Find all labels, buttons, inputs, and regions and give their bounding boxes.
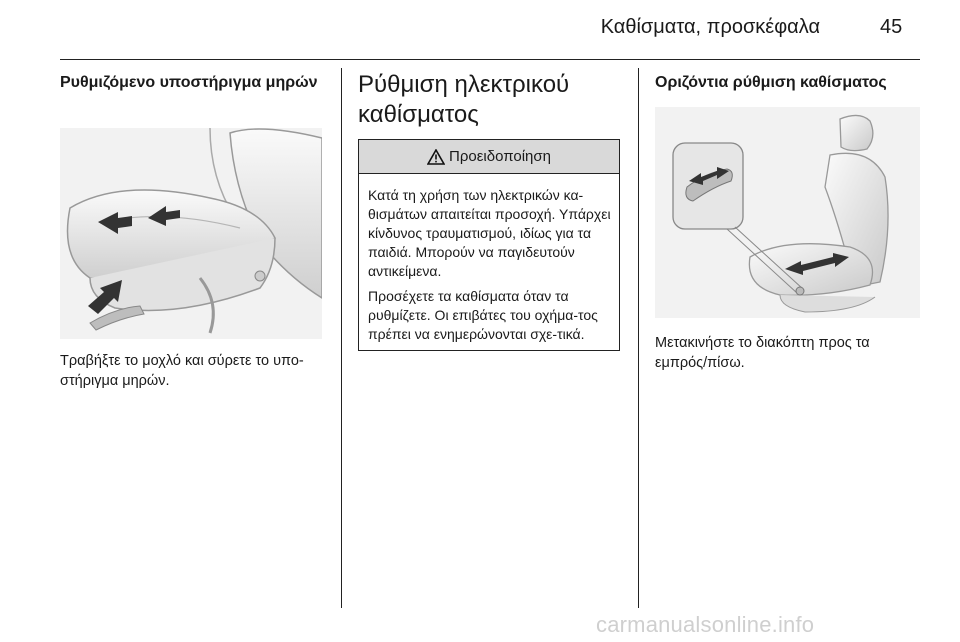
watermark-text: carmanualsonline.info xyxy=(596,612,815,637)
horizontal-adjust-caption: Μετακινήστε το διακόπτη προς τα εμπρός/πίσω. xyxy=(655,335,870,371)
header-rule xyxy=(60,59,920,60)
page-header-title: Καθίσματα, προσκέφαλα xyxy=(600,16,820,38)
warning-body xyxy=(359,174,619,344)
thigh-support-caption-block xyxy=(60,351,324,391)
column-horizontal-adjust xyxy=(655,72,920,93)
warning-paragraph-2: Προσέχετε τα καθίσματα όταν τα ρυθμίζετε. Οι επιβάτες του οχήμα-τος πρέπει να ενημερώνονται σχε-τικά. xyxy=(368,288,598,342)
column-divider-left xyxy=(341,68,342,608)
electric-seat-heading: Ρύθμιση ηλεκτρικού καθίσματος xyxy=(358,71,570,128)
thigh-support-illustration xyxy=(60,128,322,339)
warning-header xyxy=(359,140,619,174)
warning-triangle-icon xyxy=(427,149,445,165)
thigh-support-caption: Τραβήξτε το μοχλό και σύρετε το υπο-στήριγμα μηρών. xyxy=(60,353,304,389)
column-thigh-support xyxy=(60,72,322,93)
warning-paragraph-1: Κατά τη χρήση των ηλεκτρικών κα-θισμάτων απαιτείται προσοχή. Υπάρχει κίνδυνος τραυματισμού, ιδίως για τα παιδιά. Μπορούν να παγιδευτούν αντικείμενα. xyxy=(368,187,611,279)
warning-title: Προειδοποίηση xyxy=(449,148,551,165)
thigh-support-heading: Ρυθμιζόμενο υποστήριγμα μηρών xyxy=(60,74,318,91)
horizontal-adjust-heading: Οριζόντια ρύθμιση καθίσματος xyxy=(655,74,887,91)
page-number: 45 xyxy=(880,16,903,38)
column-electric-seat xyxy=(358,70,622,130)
warning-box xyxy=(358,139,620,351)
horizontal-adjust-caption-block xyxy=(655,333,920,373)
column-divider-right xyxy=(638,68,639,608)
horizontal-adjust-illustration xyxy=(655,107,920,318)
